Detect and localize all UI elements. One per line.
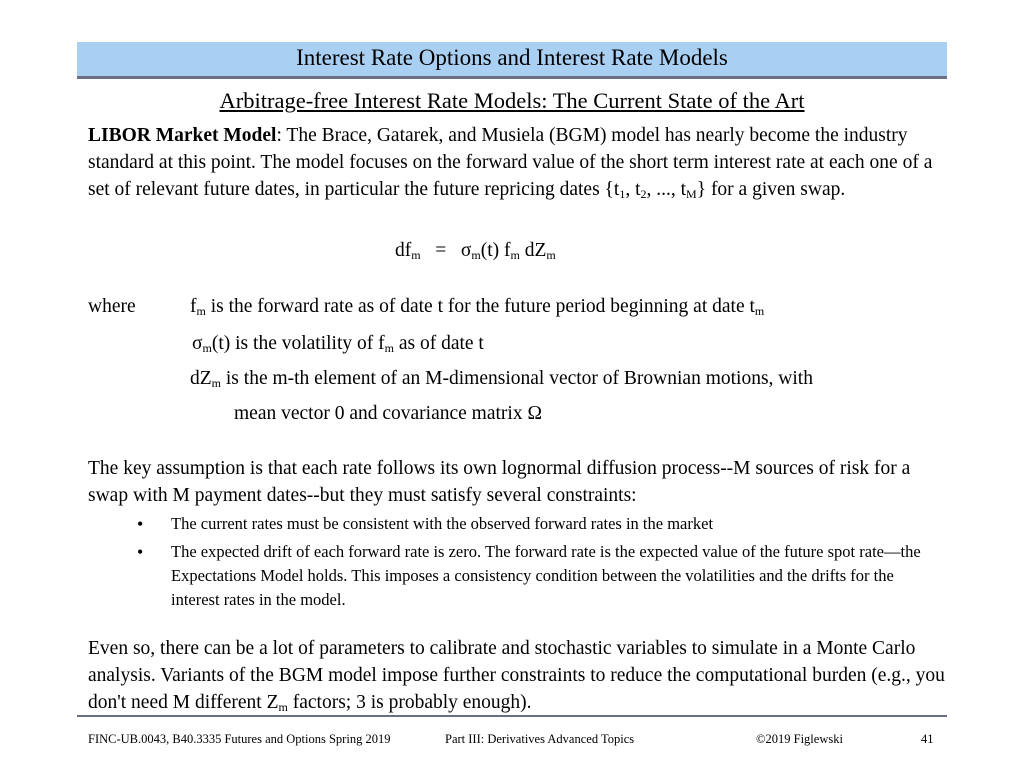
intro-sep: , t bbox=[625, 179, 641, 200]
subscript: m bbox=[754, 304, 765, 318]
subscript: m bbox=[411, 248, 421, 262]
footer-rule bbox=[77, 715, 947, 717]
closing-text-end: factors; 3 is probably enough). bbox=[287, 692, 532, 713]
intro-text: : The Brace, Gatarek, and Musiela (BGM) model has nearly become the industry standard at this point. The model focuses on the forward value of the short term interest rate at each one of a set of relevant future dates, in particular the future repricing dates {t bbox=[88, 125, 933, 200]
closing-text: Even so, there can be a lot of parameters to calibrate and stochastic variables to simulate in a Monte Carlo analysis. Variants of the BGM model impose further constraints to reduce the computational burden (e.g., you don't need M different Z bbox=[88, 638, 945, 713]
where-line-4: mean vector 0 and covariance matrix Ω bbox=[234, 403, 542, 424]
subscript: m bbox=[546, 248, 556, 262]
subscript: m bbox=[196, 304, 206, 318]
formula-mid: (t) f bbox=[480, 240, 511, 261]
formula-dz: dZ bbox=[519, 240, 547, 261]
bullet-item bbox=[137, 512, 957, 536]
footer-copyright: ©2019 Figlewski bbox=[756, 732, 843, 746]
sigma-symbol: σ bbox=[460, 240, 472, 261]
where-line-2 bbox=[192, 333, 484, 355]
key-assumption-paragraph: The key assumption is that each rate follows its own lognormal diffusion process--M sources of risk for a swap with M payment dates--but they must satisfy several constraints: bbox=[88, 458, 911, 506]
formula-lhs: df bbox=[395, 240, 412, 261]
subscript: 1 bbox=[619, 187, 626, 201]
intro-sep: , ..., t bbox=[646, 179, 687, 200]
footer-part: Part III: Derivatives Advanced Topics bbox=[445, 732, 635, 746]
sigma-symbol: σ bbox=[192, 333, 203, 354]
where-text: as of date t bbox=[393, 333, 484, 354]
subscript: M bbox=[686, 187, 697, 201]
subscript: m bbox=[384, 341, 394, 355]
bullet-symbol: • bbox=[137, 514, 144, 534]
where-text: is the forward rate as of date t for the future period beginning at date t bbox=[205, 296, 755, 317]
footer-course: FINC-UB.0043, B40.3335 Futures and Options Spring 2019 bbox=[88, 732, 391, 746]
intro-bold-term: LIBOR Market Model bbox=[88, 125, 277, 146]
bullet-text: The current rates must be consistent with the observed forward rates in the market bbox=[171, 514, 714, 533]
where-text: dZ bbox=[190, 368, 212, 389]
slide-subtitle: Arbitrage-free Interest Rate Models: The Current State of the Art bbox=[219, 88, 805, 113]
subscript: m bbox=[202, 341, 212, 355]
formula-equals: = bbox=[420, 240, 461, 261]
subscript: 2 bbox=[640, 187, 647, 201]
subscript: m bbox=[471, 248, 481, 262]
subscript: m bbox=[510, 248, 520, 262]
bullet-item bbox=[137, 540, 957, 612]
slide-header-title: Interest Rate Options and Interest Rate Models bbox=[296, 45, 728, 70]
intro-paragraph bbox=[88, 122, 948, 203]
where-text: (t) is the volatility of f bbox=[211, 333, 385, 354]
bullet-symbol: • bbox=[137, 542, 144, 562]
where-text: f bbox=[190, 296, 197, 317]
bullet-text: The expected drift of each forward rate is zero. The forward rate is the expected value of the future spot rate—the Expectations Model holds. This imposes a consistency condition between the volatilities and the drifts for the interest rates in the model. bbox=[171, 542, 921, 609]
where-text: is the m-th element of an M-dimensional vector of Brownian motions, with bbox=[221, 368, 813, 389]
subscript: m bbox=[278, 700, 288, 714]
intro-text-end: } for a given swap. bbox=[696, 179, 846, 200]
closing-paragraph bbox=[88, 635, 948, 716]
where-label: where bbox=[88, 296, 136, 317]
footer-page-number: 41 bbox=[921, 732, 934, 746]
where-line-1 bbox=[190, 296, 764, 318]
subscript: m bbox=[211, 376, 222, 390]
where-line-3 bbox=[190, 368, 813, 390]
bgm-formula bbox=[395, 240, 556, 262]
